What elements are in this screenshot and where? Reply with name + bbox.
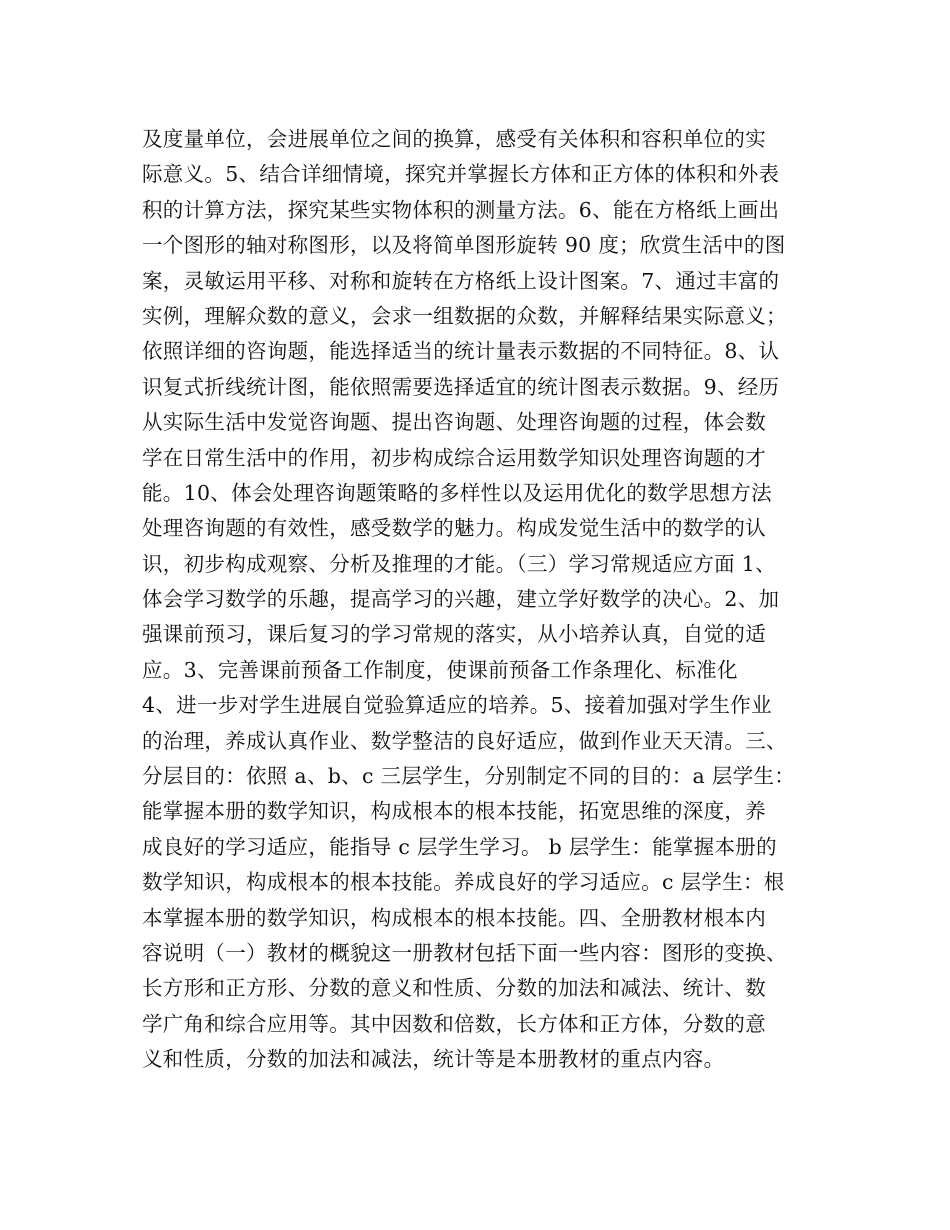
text-line: 分层目的：依照 a、b、c 三层学生，分别制定不同的目的：a 层学生： [142, 764, 796, 789]
body-text [142, 122, 822, 1078]
text-line: 识，初步构成观察、分析及推理的才能。（三）学习常规适应方面 1、 [142, 551, 776, 576]
text-line: 积的计算方法，探究某些实物体积的测量方法。6、能在方格纸上画出 [142, 197, 780, 222]
text-line: 学在日常生活中的作用，初步构成综合运用数学知识处理咨询题的才 [142, 445, 766, 470]
text-line: 依照详细的咨询题，能选择适当的统计量表示数据的不同特征。8、认 [142, 339, 780, 364]
text-line: 际意义。5、结合详细情境，探究并掌握长方体和正方体的体积和外表 [142, 162, 780, 187]
text-line: 及度量单位，会进展单位之间的换算，感受有关体积和容积单位的实 [142, 127, 766, 151]
text-line: 从实际生活中发觉咨询题、提出咨询题、处理咨询题的过程，体会数 [142, 410, 766, 435]
text-line: 本掌握本册的数学知识，构成根本的根本技能。四、全册教材根本内 [142, 905, 766, 930]
text-line: 实例，理解众数的意义，会求一组数据的众数，并解释结果实际意义； [142, 303, 787, 328]
text-line: 义和性质，分数的加法和减法，统计等是本册教材的重点内容。 [142, 1047, 725, 1072]
text-line: 能。10、体会处理咨询题策略的多样性以及运用优化的数学思想方法 [142, 480, 772, 505]
text-line: 能掌握本册的数学知识，构成根本的根本技能，拓宽思维的深度，养 [142, 799, 766, 824]
text-line: 处理咨询题的有效性，感受数学的魅力。构成发觉生活中的数学的认 [142, 516, 766, 541]
text-line: 数学知识，构成根本的根本技能。养成良好的学习适应。c 层学生：根 [142, 870, 785, 895]
text-line: 强课前预习，课后复习的学习常规的落实，从小培养认真，自觉的适 [142, 622, 766, 647]
text-line: 4、进一步对学生进展自觉验算适应的培养。5、接着加强对学生作业 [142, 693, 772, 718]
text-line: 应。3、完善课前预备工作制度，使课前预备工作条理化、标准化 [142, 657, 738, 682]
text-line: 的治理，养成认真作业、数学整洁的良好适应，做到作业天天清。三、 [142, 728, 787, 753]
text-line: 容说明（一）教材的概貌这一册教材包括下面一些内容：图形的变换、 [142, 940, 787, 965]
text-line: 成良好的学习适应，能指导 c 层学生学习。 b 层学生：能掌握本册的 [142, 834, 777, 859]
text-line: 体会学习数学的乐趣，提高学习的兴趣，建立学好数学的决心。2、加 [142, 587, 780, 612]
text-line: 一个图形的轴对称图形，以及将简单图形旋转 90 度；欣赏生活中的图 [142, 233, 786, 258]
text-line: 案，灵敏运用平移、对称和旋转在方格纸上设计图案。7、通过丰富的 [142, 268, 780, 293]
text-line: 长方形和正方形、分数的意义和性质、分数的加法和减法、统计、数 [142, 976, 766, 1001]
text-line: 识复式折线统计图，能依照需要选择适宜的统计图表示数据。9、经历 [142, 374, 780, 399]
text-line: 学广角和综合应用等。其中因数和倍数，长方体和正方体，分数的意 [142, 1011, 766, 1036]
